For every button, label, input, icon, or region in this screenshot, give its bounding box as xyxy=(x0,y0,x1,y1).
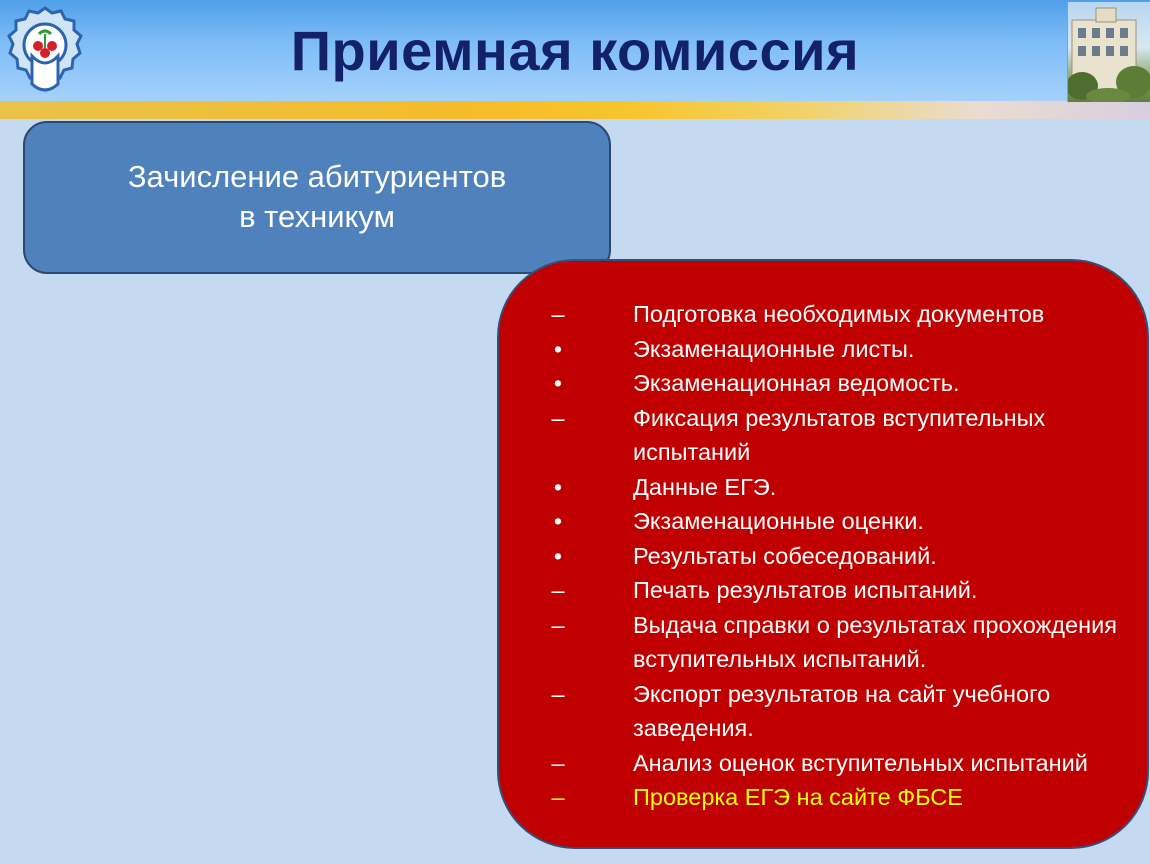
list-marker: – xyxy=(551,404,565,431)
list-item xyxy=(547,332,1137,367)
enrollment-box-line1: Зачисление абитуриентов xyxy=(127,159,507,194)
list-marker: – xyxy=(551,749,565,776)
tasks-box xyxy=(497,259,1149,849)
list-item-text: Результаты собеседований. xyxy=(633,542,937,569)
list-item xyxy=(547,746,1137,781)
list-item xyxy=(547,504,1137,539)
list-item-text: Экзаменационные оценки. xyxy=(633,508,924,534)
list-item xyxy=(547,366,1137,401)
list-item-text: Проверка ЕГЭ на сайте ФБСЕ xyxy=(633,784,963,810)
list-marker: • xyxy=(553,335,563,362)
list-marker: – xyxy=(551,611,565,638)
list-item-text: Данные ЕГЭ. xyxy=(633,473,777,500)
enrollment-box xyxy=(23,121,611,274)
list-item xyxy=(547,401,1137,470)
list-marker: – xyxy=(551,301,565,327)
list-item-text: Фиксация результатов вступительных испытаний xyxy=(633,404,1046,465)
list-item xyxy=(547,573,1137,608)
list-marker: – xyxy=(551,784,565,810)
list-item xyxy=(547,297,1137,332)
list-marker: – xyxy=(551,680,565,707)
list-item xyxy=(547,608,1137,677)
list-item-text: Подготовка необходимых документов xyxy=(633,301,1045,327)
list-item-text: Выдача справки о результатах прохождения вступительных испытаний. xyxy=(633,611,1117,672)
list-item-text: Экзаменационные листы. xyxy=(633,335,915,362)
list-item-text: Экзаменационная ведомость. xyxy=(633,370,960,396)
list-marker: – xyxy=(551,577,565,603)
header-stripe xyxy=(0,101,1150,119)
list-item xyxy=(547,677,1137,746)
enrollment-box-line2: в техникум xyxy=(239,199,395,234)
list-item xyxy=(547,470,1137,505)
list-marker: • xyxy=(553,370,563,396)
list-item-text: Анализ оценок вступительных испытаний xyxy=(633,749,1088,776)
list-item-text: Печать результатов испытаний. xyxy=(633,577,978,603)
list-marker: • xyxy=(553,473,563,500)
page-title: Приемная комиссия xyxy=(290,19,860,82)
list-marker: • xyxy=(553,542,563,569)
list-item xyxy=(547,539,1137,574)
list-marker: • xyxy=(553,508,563,534)
tasks-list xyxy=(547,297,1137,815)
list-item-highlighted xyxy=(547,780,1137,815)
building-photo xyxy=(1067,2,1150,102)
list-item-text: Экспорт результатов на сайт учебного заведения. xyxy=(633,680,1051,741)
